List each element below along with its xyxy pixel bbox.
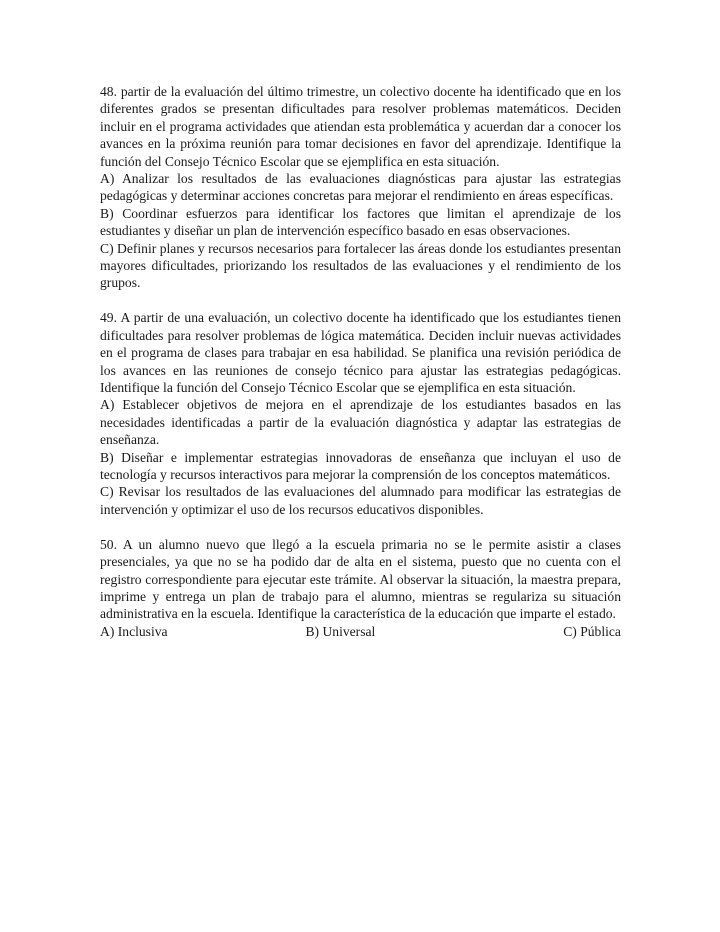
answer-option-c: C) Revisar los resultados de las evaluaciones del alumnado para modificar las estrategias de intervención y optimizar el uso de los recursos educativos disponibles.	[100, 484, 621, 517]
answer-option-c: C) Definir planes y recursos necesarios para fortalecer las áreas donde los estudiantes presentan mayores dificultades, priorizando los resultados de las evaluaciones y el rendimiento de los grupos.	[100, 240, 621, 291]
answer-options-row	[100, 623, 621, 640]
question-50	[100, 536, 621, 640]
question-stem: 49. A partir de una evaluación, un colectivo docente ha identificado que los estudiantes tienen dificultades para resolver problemas de lógica matemática. Deciden incluir nuevas actividades en el programa de clases para trabajar en esa habilidad. Se planifica una revisión periódica de los avances en las reuniones de consejo técnico para ajustar las estrategias pedagógicas. Identifique la función del Consejo Técnico Escolar que se ejemplifica en esta situación.	[100, 310, 621, 395]
question-49	[100, 309, 621, 518]
answer-option-a: A) Establecer objetivos de mejora en el aprendizaje de los estudiantes basados en las necesidades identificadas a partir de la evaluación diagnóstica y adaptar las estrategias de enseñanza.	[100, 397, 621, 448]
answer-option-c: C) Pública	[563, 623, 621, 639]
answer-option-b: B) Diseñar e implementar estrategias innovadoras de enseñanza que incluyan el uso de tecnología y recursos interactivos para mejorar la comprensión de los conceptos matemáticos.	[100, 449, 621, 483]
question-stem: 50. A un alumno nuevo que llegó a la escuela primaria no se le permite asistir a clases presenciales, ya que no se ha podido dar de alta en el sistema, puesto que no cuenta con el registro correspondiente para ejecutar este trámite. Al observar la situación, la maestra prepara, imprime y entrega un plan de trabajo para el alumno, mientras se regulariza su situación administrativa en la escuela. Identifique la característica de la educación que imparte el estado.	[100, 536, 621, 622]
question-48	[100, 83, 621, 292]
answer-option-a: A) Analizar los resultados de las evaluaciones diagnósticas para ajustar las estrategias pedagógicas y determinar acciones concretas para mejorar el rendimiento en áreas específicas.	[100, 171, 621, 204]
answer-option-b: B) Coordinar esfuerzos para identificar los factores que limitan el aprendizaje de los estudiantes y diseñar un plan de intervención específico basado en esas observaciones.	[100, 205, 621, 239]
document-page	[100, 83, 621, 658]
answer-option-b: B) Universal	[305, 623, 376, 639]
question-stem: 48. partir de la evaluación del último trimestre, un colectivo docente ha identificado que en los diferentes grados se presentan dificultades para resolver problemas matemáticos. Deciden incluir en el programa actividades que atiendan esta problemática y acuerdan dar a conocer los avances en la próxima reunión para tomar decisiones en favor del aprendizaje. Identifique la función del Consejo Técnico Escolar que se ejemplifica en esta situación.	[100, 84, 621, 169]
answer-option-a: A) Inclusiva	[100, 623, 168, 639]
